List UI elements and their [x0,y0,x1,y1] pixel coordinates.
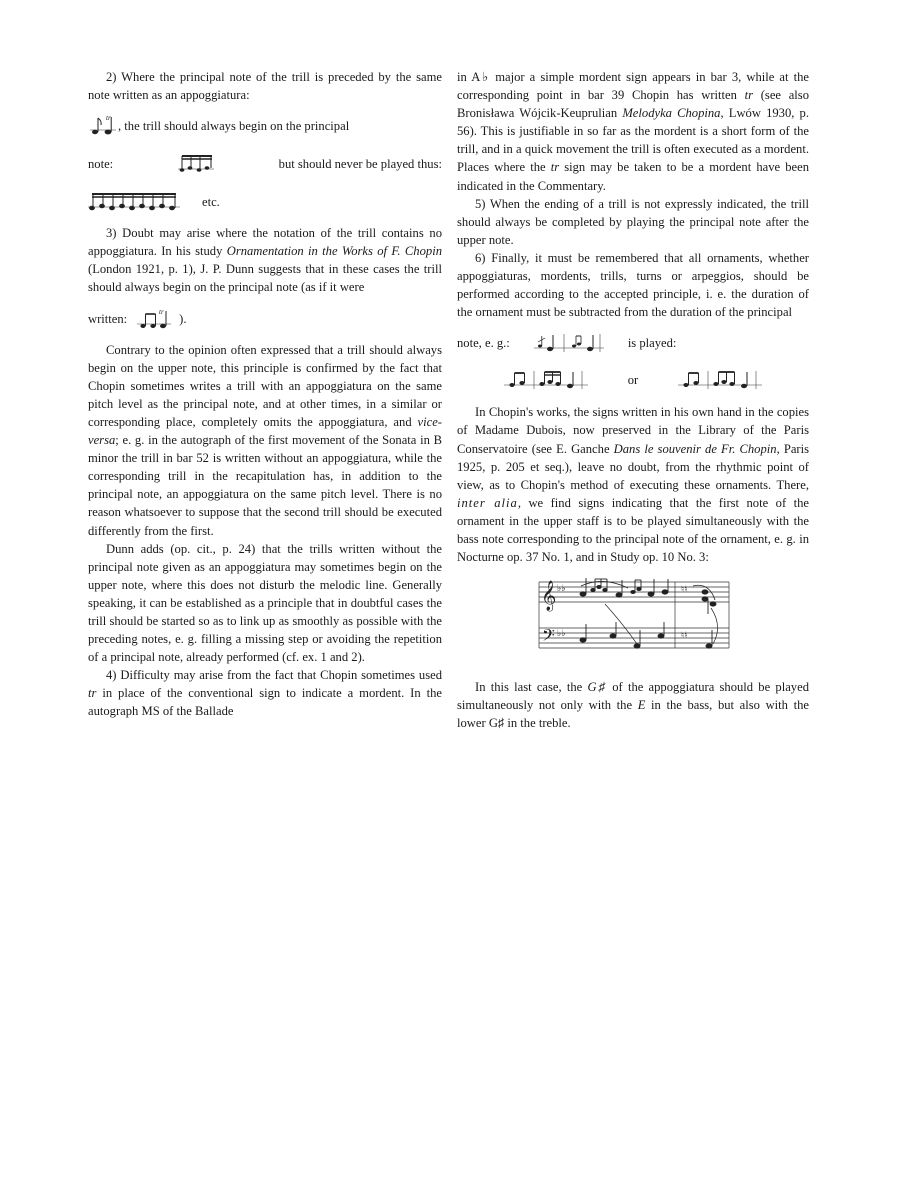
svg-text:♮♮: ♮♮ [681,585,688,596]
played-figure-1 [504,367,588,393]
played-figure-2 [678,367,762,393]
right-paragraph-3: 6) Finally, it must be remembered that all ornaments, whether appoggiaturas, mordents, trills, turns or arpeggios, should be performed according to the accepted principle, i. e. the duration of the ornament must be subtracted from the duration of the principal [457,250,809,320]
r5-text-c: in the bass, but also with the lower G♯ in the treble. [457,698,809,731]
paragraph-6-tr: tr [88,686,97,701]
r1-text-d: sign may be taken to be a mordent have been indicated in the Commentary. [457,160,809,193]
music-score-example [533,574,733,666]
trill-correct-figure [178,152,214,176]
paragraph-2-continuation: , the trill should always begin on the principal [118,119,350,134]
svg-text:𝄢: 𝄢 [542,625,555,650]
svg-text:♭♭: ♭♭ [557,584,566,595]
right-paragraph-1 [457,68,809,195]
r5-text-a: In this last case, the [475,680,588,695]
svg-text:♮♮: ♮♮ [681,631,688,642]
written-close: ). [179,311,187,326]
trill-wrong-figure [88,190,180,214]
svg-text:tr: tr [106,114,111,123]
paragraph-6-text-a: 4) Difficulty may arise from the fact that Chopin sometimes used [106,668,442,683]
written-label: written: [88,311,128,326]
r1-text-a: in A♭ major a simple mordent sign appears in bar 3, while at the corresponding point in bar 39 Chopin has written [457,70,809,103]
example-played-line [457,367,809,393]
paragraph-6 [88,666,442,720]
r4-text-c: , we find signs indicating that the first note of the ornament in the upper staff is to be played simultaneously with the bass note corresponding to the principal note of the ornament, e. g. in Nocturne op. 37 No. 1, and in Study op. 10 No. 3: [457,495,809,565]
appoggiatura-note-figure [88,112,118,140]
r5-text-b: of the appoggiatura should be played simultaneously not only with the [457,680,809,713]
paragraph-4-text-b: ; e. g. in the autograph of the first movement of the Sonata in B minor the trill in bar 52 is written without an appoggiatura, while the corresponding trill in the recapitulation has, in addition to the principal note, an appoggiatura on the same pitch level. There is no reason whatsoever to suppose that the second trill should be executed differently from the first. [88,433,442,538]
example-note-line [88,148,442,180]
right-column [457,68,809,732]
r5-g-sharp: G♯ [587,680,608,695]
r1-text-b: (see also Bronisława Wójcik-Keuprulian [457,88,810,121]
is-played-label: is played: [627,336,677,351]
svg-text:𝄞: 𝄞 [541,581,557,612]
r1-title: Melodyka Chopina [622,106,721,121]
written-trill-figure [137,306,171,332]
right-paragraph-4 [457,403,809,566]
paragraph-3 [88,224,442,296]
svg-text:♭♭: ♭♭ [557,629,566,640]
never-played-label: but should never be played thus: [278,157,442,172]
example-eg-line [457,327,809,359]
r4-inter-alia: inter alia [457,495,518,510]
example-written-line [88,303,442,335]
paragraph-4-vice-versa: vice-versa [88,414,442,448]
example-appoggiatura-line [88,110,442,142]
right-paragraph-5 [457,678,809,732]
svg-text:tr: tr [159,307,164,316]
paragraph-3-text-b: (London 1921, p. 1), J. P. Dunn suggests that in these cases the trill should always begin on the principal note (as if it were [88,262,442,295]
ornament-written-figure [534,330,604,356]
eg-label: note, e. g.: [457,336,510,351]
paragraph-4-text-a: Contrary to the opinion often expressed that a trill should always begin on the upper note, this principle is confirmed by the fact that Chopin sometimes writes a trill with an appoggiatura on the same pitch level as the principal note, and at other times, in a similar or corresponding place, completely omits the appoggiatura, and [88,342,442,429]
left-column [88,68,442,721]
paragraph-2-intro: 2) Where the principal note of the trill is preceded by the same note written as an appoggiatura: [88,70,442,103]
r4-title: Dans le souvenir de Fr. Chopin [613,441,777,456]
r1-text-c: , Lwów 1930, p. 56). This is justifiable in so far as the mordent is a short form of the trill, and in a quick movement the trill is often executed as a mordent. Places where the [457,106,809,175]
paragraph-6-text-b: in place of the conventional sign to indicate a mordent. In the autograph MS of the Ballade [88,686,442,719]
or-label: or [627,373,639,388]
r5-e: E [637,698,646,713]
paragraph-3-title: Ornamentation in the Works of F. Chopin [226,244,442,259]
paragraph-4 [88,341,442,540]
right-paragraph-2: 5) When the ending of a trill is not expressly indicated, the trill should always be completed by playing the principal note after the upper note. [457,196,809,247]
r4-text-b: , Paris 1925, p. 205 et seq.), leave no doubt, from the rhythmic point of view, as to Chopin's method of executing these ornaments. There, [457,441,810,492]
paragraph-5: Dunn adds (op. cit., p. 24) that the trills written without the principal note given as an appoggiatura may sometimes begin on the upper note, where this does not disturb the melodic line. Generally speaking, it can be established as a principle that in doubtful cases the trill should be started so as to link up as smoothly as possible with the preceding notes, e. g. filling a missing step or avoiding the repetition of a principal note, already performed (cf. ex. 1 and 2). [88,541,442,665]
r4-text-a: In Chopin's works, the signs written in his own hand in the copies of Madame Dubois, now preserved in the Library of the Paris Conservatoire (see E. Ganche [457,405,809,456]
note-label: note: [88,157,114,172]
r1-tr2: tr [550,160,560,175]
example-wrong-line [88,186,442,218]
r1-tr: tr [744,88,754,103]
etc-label: etc. [202,195,220,210]
paragraph-3-text-a: 3) Doubt may arise where the notation of the trill contains no appoggiatura. In his study [88,226,442,259]
